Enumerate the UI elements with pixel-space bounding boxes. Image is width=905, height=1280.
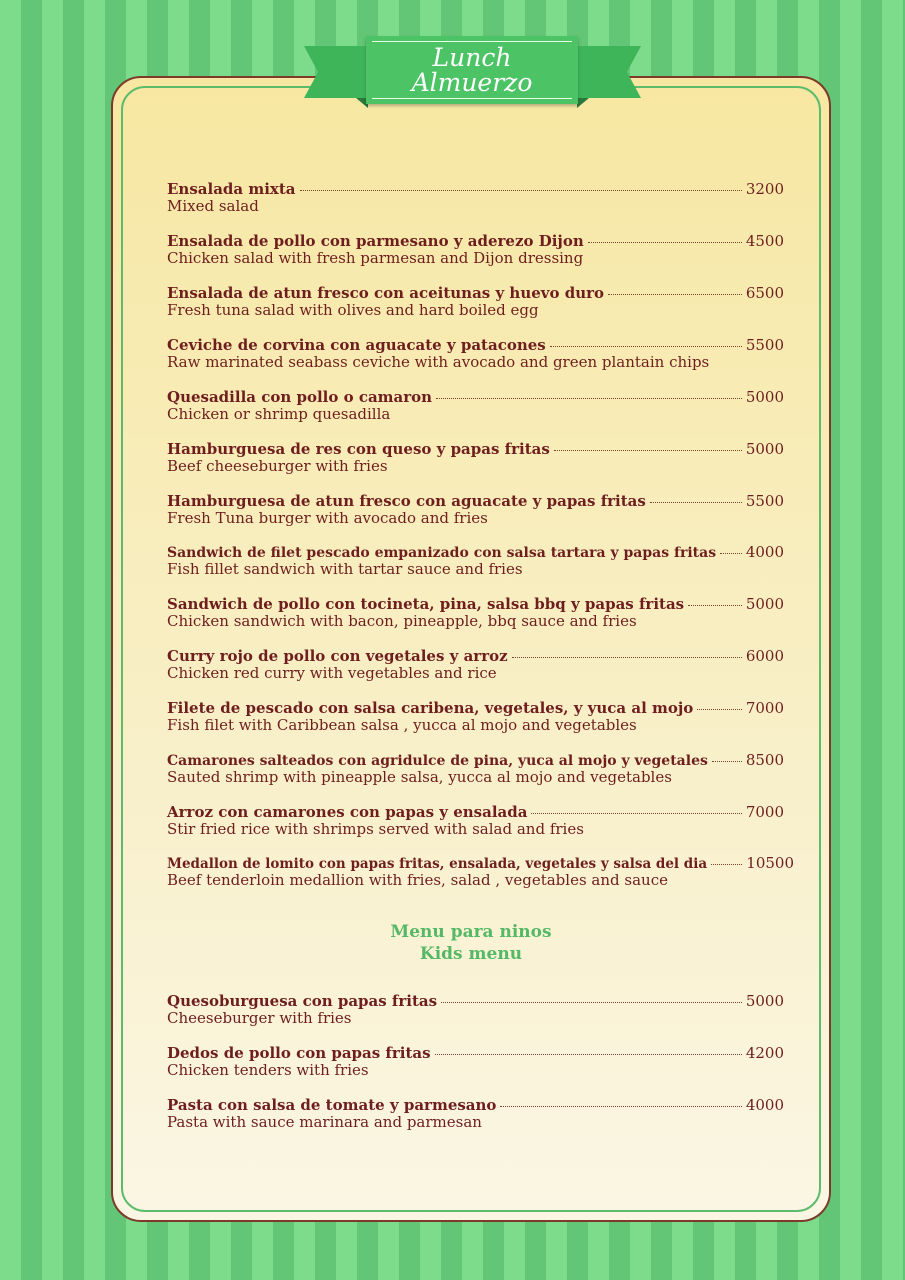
item-name: Hamburguesa de atun fresco con aguacate y papas fritas bbox=[167, 492, 646, 510]
item-description: Chicken sandwich with bacon, pineapple, bbq sauce and fries bbox=[167, 612, 637, 630]
item-name: Ensalada de pollo con parmesano y aderezo Dijon bbox=[167, 232, 584, 250]
menu-item bbox=[167, 1044, 784, 1078]
item-name: Sandwich de pollo con tocineta, pina, salsa bbq y papas fritas bbox=[167, 595, 685, 613]
item-name: Curry rojo de pollo con vegetales y arroz bbox=[167, 647, 508, 665]
ribbon-tail-left bbox=[304, 46, 368, 98]
item-name: Filete de pescado con salsa caribena, vegetales, y yuca al mojo bbox=[167, 699, 694, 717]
menu-item bbox=[167, 699, 784, 733]
item-name: Hamburguesa de res con queso y papas fritas bbox=[167, 440, 550, 458]
item-description: Chicken red curry with vegetables and rice bbox=[167, 664, 497, 682]
page-title-english: Lunch bbox=[432, 43, 512, 72]
kids-menu-title-english: Kids menu bbox=[419, 944, 523, 964]
item-name: Ensalada de atun fresco con aceitunas y huevo duro bbox=[167, 284, 605, 302]
item-description: Fish filet with Caribbean salsa , yucca al mojo and vegetables bbox=[167, 716, 637, 734]
menu-item bbox=[167, 336, 784, 370]
item-description: Beef tenderloin medallion with fries, salad , vegetables and sauce bbox=[167, 871, 668, 889]
item-name: Pasta con salsa de tomate y parmesano bbox=[167, 1096, 497, 1114]
item-name: Sandwich de filet pescado empanizado con salsa tartara y papas fritas bbox=[167, 545, 717, 561]
menu-item bbox=[167, 543, 784, 577]
menu-item bbox=[167, 388, 784, 422]
item-price: 4200 bbox=[745, 1044, 784, 1062]
item-price: 5000 bbox=[745, 388, 784, 406]
menu-item bbox=[167, 992, 784, 1026]
item-description: Chicken tenders with fries bbox=[167, 1061, 369, 1079]
item-description: Mixed salad bbox=[167, 197, 259, 215]
item-price: 6500 bbox=[745, 284, 784, 302]
page-title-spanish: Almuerzo bbox=[411, 68, 533, 97]
menu-item bbox=[167, 440, 784, 474]
menu-item bbox=[167, 232, 784, 266]
item-name: Quesoburguesa con papas fritas bbox=[167, 992, 438, 1010]
dot-leader bbox=[531, 813, 741, 814]
dot-leader bbox=[500, 1106, 741, 1107]
item-price: 4500 bbox=[745, 232, 784, 250]
menu-item bbox=[167, 647, 784, 681]
item-name: Ensalada mixta bbox=[167, 180, 296, 198]
dot-leader bbox=[300, 190, 742, 191]
item-price: 4000 bbox=[745, 543, 784, 561]
menu-item bbox=[167, 1096, 784, 1130]
menu-item bbox=[167, 595, 784, 629]
item-price: 5000 bbox=[745, 992, 784, 1010]
item-description: Fish fillet sandwich with tartar sauce and fries bbox=[167, 560, 523, 578]
item-price: 4000 bbox=[745, 1096, 784, 1114]
item-price: 6000 bbox=[745, 647, 784, 665]
item-name: Dedos de pollo con papas fritas bbox=[167, 1044, 431, 1062]
item-description: Fresh tuna salad with olives and hard boiled egg bbox=[167, 301, 539, 319]
dot-leader bbox=[512, 657, 742, 658]
item-price: 10500 bbox=[746, 854, 794, 872]
ribbon-tail-right bbox=[577, 46, 641, 98]
item-price: 8500 bbox=[745, 751, 784, 769]
item-price: 5500 bbox=[745, 336, 784, 354]
dot-leader bbox=[554, 450, 742, 451]
menu-item bbox=[167, 751, 784, 785]
dot-leader bbox=[688, 605, 742, 606]
dot-leader bbox=[720, 553, 742, 554]
dot-leader bbox=[441, 1002, 742, 1003]
item-name: Camarones salteados con agridulce de pina, yuca al mojo y vegetales bbox=[167, 753, 708, 769]
dot-leader bbox=[711, 864, 742, 865]
dot-leader bbox=[435, 1054, 742, 1055]
item-description: Pasta with sauce marinara and parmesan bbox=[167, 1113, 482, 1131]
item-description: Fresh Tuna burger with avocado and fries bbox=[167, 509, 488, 527]
kids-menu-title-spanish: Menu para ninos bbox=[390, 922, 552, 942]
menu-item bbox=[167, 854, 794, 888]
item-description: Chicken or shrimp quesadilla bbox=[167, 405, 391, 423]
item-description: Chicken salad with fresh parmesan and Dijon dressing bbox=[167, 249, 584, 267]
dot-leader bbox=[650, 502, 742, 503]
item-name: Ceviche de corvina con aguacate y patacones bbox=[167, 336, 546, 354]
item-description: Cheeseburger with fries bbox=[167, 1009, 352, 1027]
item-name: Medallon de lomito con papas fritas, ensalada, vegetales y salsa del dia bbox=[167, 856, 708, 872]
item-description: Sauted shrimp with pineapple salsa, yucca al mojo and vegetables bbox=[167, 768, 672, 786]
item-description: Stir fried rice with shrimps served with salad and fries bbox=[167, 820, 584, 838]
dot-leader bbox=[436, 398, 742, 399]
dot-leader bbox=[550, 346, 742, 347]
item-price: 7000 bbox=[745, 803, 784, 821]
item-price: 5500 bbox=[745, 492, 784, 510]
dot-leader bbox=[608, 294, 742, 295]
item-description: Beef cheeseburger with fries bbox=[167, 457, 388, 475]
dot-leader bbox=[588, 242, 742, 243]
item-price: 3200 bbox=[745, 180, 784, 198]
menu-item bbox=[167, 284, 784, 318]
dot-leader bbox=[697, 709, 742, 710]
item-price: 5000 bbox=[745, 440, 784, 458]
item-price: 7000 bbox=[745, 699, 784, 717]
menu-item bbox=[167, 803, 784, 837]
item-name: Quesadilla con pollo o camaron bbox=[167, 388, 433, 406]
item-name: Arroz con camarones con papas y ensalada bbox=[167, 803, 528, 821]
kids-menu-heading bbox=[111, 921, 831, 965]
title-ribbon bbox=[366, 36, 578, 104]
menu-item bbox=[167, 180, 784, 214]
item-description: Raw marinated seabass ceviche with avocado and green plantain chips bbox=[167, 353, 710, 371]
dot-leader bbox=[712, 761, 742, 762]
menu-item bbox=[167, 492, 784, 526]
item-price: 5000 bbox=[745, 595, 784, 613]
